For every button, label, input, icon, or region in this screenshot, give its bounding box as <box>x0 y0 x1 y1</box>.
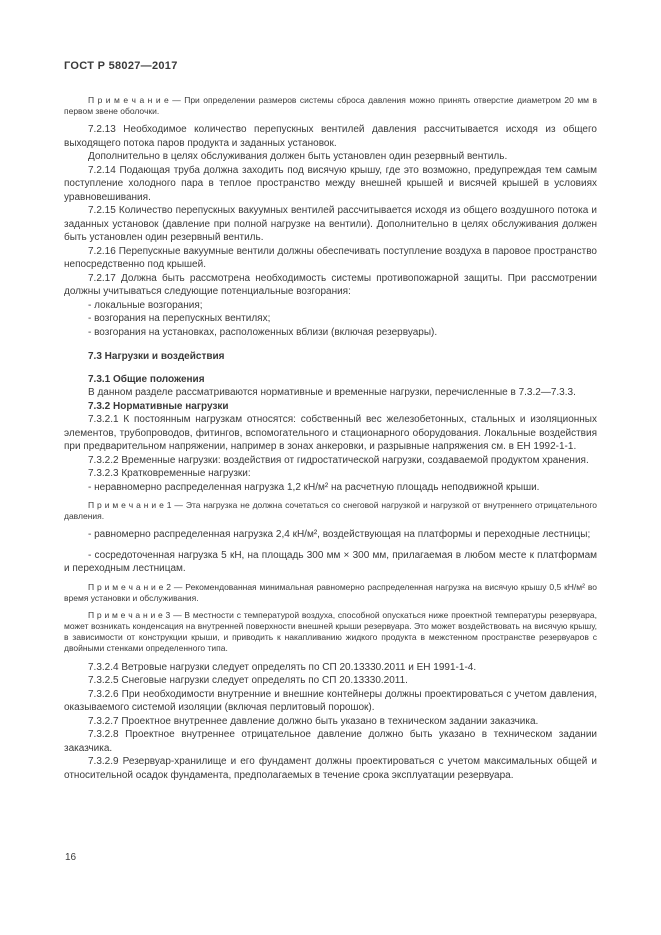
paragraph: - возгорания на установках, расположенных вблизи (включая резервуары). <box>88 326 438 338</box>
paragraph: 7.3.2.6 При необходимости внутренние и внешние контейнеры должны проектироваться с учетом давления, оказываемого системой изоляции (включая перлитовый порошок). <box>64 688 597 713</box>
paragraph: - неравномерно распределенная нагрузка 1,2 кН/м² на расчетную площадь неподвижной крыши. <box>88 481 540 493</box>
paragraph: 7.3.2.2 Временные нагрузки: воздействия от гидростатической нагрузки, создаваемой продуктом хранения. <box>88 454 589 466</box>
paragraph: 7.3.2.3 Кратковременные нагрузки: <box>88 468 251 479</box>
paragraph: 7.3.2.5 Снеговые нагрузки следует определять по СП 20.13330.2011. <box>88 675 408 686</box>
paragraph: В данном разделе рассматриваются нормативные и временные нагрузки, перечисленные в 7.3.2—7.3.3. <box>88 387 576 398</box>
section-heading: 7.3.1 Общие положения <box>88 373 205 385</box>
paragraph: 7.3.2.1 К постоянным нагрузкам относятся: собственный вес железобетонных, стальных и изоляционных элементов, трубопроводов, фитингов, вспомогательного и стационарного оборудования. Локальные воздействия при предварительном напряжении, например в зонах анкеровки, и разрывные напряжения см. в ЕН 1992-1-1. <box>64 414 597 452</box>
page-number: 16 <box>65 852 77 863</box>
document-content <box>64 60 597 782</box>
paragraph: 7.3.2.4 Ветровые нагрузки следует определять по СП 20.13330.2011 и ЕН 1991-1-4. <box>88 661 477 673</box>
paragraph: 7.2.16 Перепускные вакуумные вентили должны обеспечивать поступление воздуха в паровое пространство непосредственно под крышей. <box>64 245 597 270</box>
paragraph: 7.2.17 Должна быть рассмотрена необходимость системы противопожарной защиты. При рассмотрении должны учитываться следующие потенциальные возгорания: <box>64 272 597 297</box>
paragraph: - локальные возгорания; <box>88 299 203 311</box>
paragraph: 7.3.2.8 Проектное внутреннее отрицательное давление должно быть указано в техническом задании заказчика. <box>64 729 597 754</box>
paragraph: - равномерно распределенная нагрузка 2,4 кН/м², воздействующая на платформы и переходные лестницы; <box>88 529 591 540</box>
paragraph: 7.2.14 Подающая труба должна заходить под висячую крышу, где это возможно, предупреждая тем самым поступление холодного пара в теплое пространство между внешней крышей и висячей крышей в условиях уравновешивания. <box>64 164 597 203</box>
paragraph: 7.2.13 Необходимое количество перепускных вентилей давления рассчитывается исходя из общего выходящего потока паров продукта и заданных установок. <box>64 124 597 149</box>
section-heading: 7.3 Нагрузки и воздействия <box>88 351 225 362</box>
note-paragraph: П р и м е ч а н и е — При определении размеров системы сброса давления можно принять отверстие диаметром 20 мм в первом звене оболочки. <box>64 95 597 116</box>
paragraph: 7.3.2.7 Проектное внутреннее давление должно быть указано в техническом задании заказчика. <box>88 715 539 727</box>
section-heading: 7.3.2 Нормативные нагрузки <box>88 400 229 412</box>
note-paragraph: П р и м е ч а н и е 1 — Эта нагрузка не должна сочетаться со снеговой нагрузкой и нагрузкой от внутреннего отрицательного давления. <box>64 500 597 521</box>
paragraph: 7.3.2.9 Резервуар-хранилище и его фундамент должны проектироваться с учетом максимальных общей и относительной осадок фундамента, предполагаемых в течение срока эксплуатации резервуара. <box>64 756 597 781</box>
paragraph: - сосредоточенная нагрузка 5 кН, на площадь 300 мм × 300 мм, прилагаемая в любом месте к платформам и переходным лестницам. <box>64 549 597 574</box>
paragraph: - возгорания на перепускных вентилях; <box>88 313 271 324</box>
document-header: ГОСТ Р 58027—2017 <box>64 60 178 72</box>
note-paragraph: П р и м е ч а н и е 3 — В местности с температурой воздуха, способной опускаться ниже проектной температуры резервуара, может возникать конденсация на внутренней поверхности внешней крыши резервуара. Это может воздействовать на висячую крышу, в зависимости от конструкции крыши, и приводить к накапливанию жидкого продукта в межстенном пространстве резервуаров с двойными стенками определенного типа. <box>64 609 597 653</box>
document-body <box>64 95 597 782</box>
note-paragraph: П р и м е ч а н и е 2 — Рекомендованная минимальная равномерно распределенная нагрузка на висячую крышу 0,5 кН/м² во время установки и обслуживания. <box>64 581 597 603</box>
paragraph: Дополнительно в целях обслуживания должен быть установлен один резервный вентиль. <box>88 151 508 162</box>
paragraph: 7.2.15 Количество перепускных вакуумных вентилей рассчитывается исходя из общего воздушного потока и заданных установок (давление при полной нагрузке на вентили). Дополнительно в целях обслуживания должен быть установлен один резервный вентиль. <box>64 205 597 243</box>
